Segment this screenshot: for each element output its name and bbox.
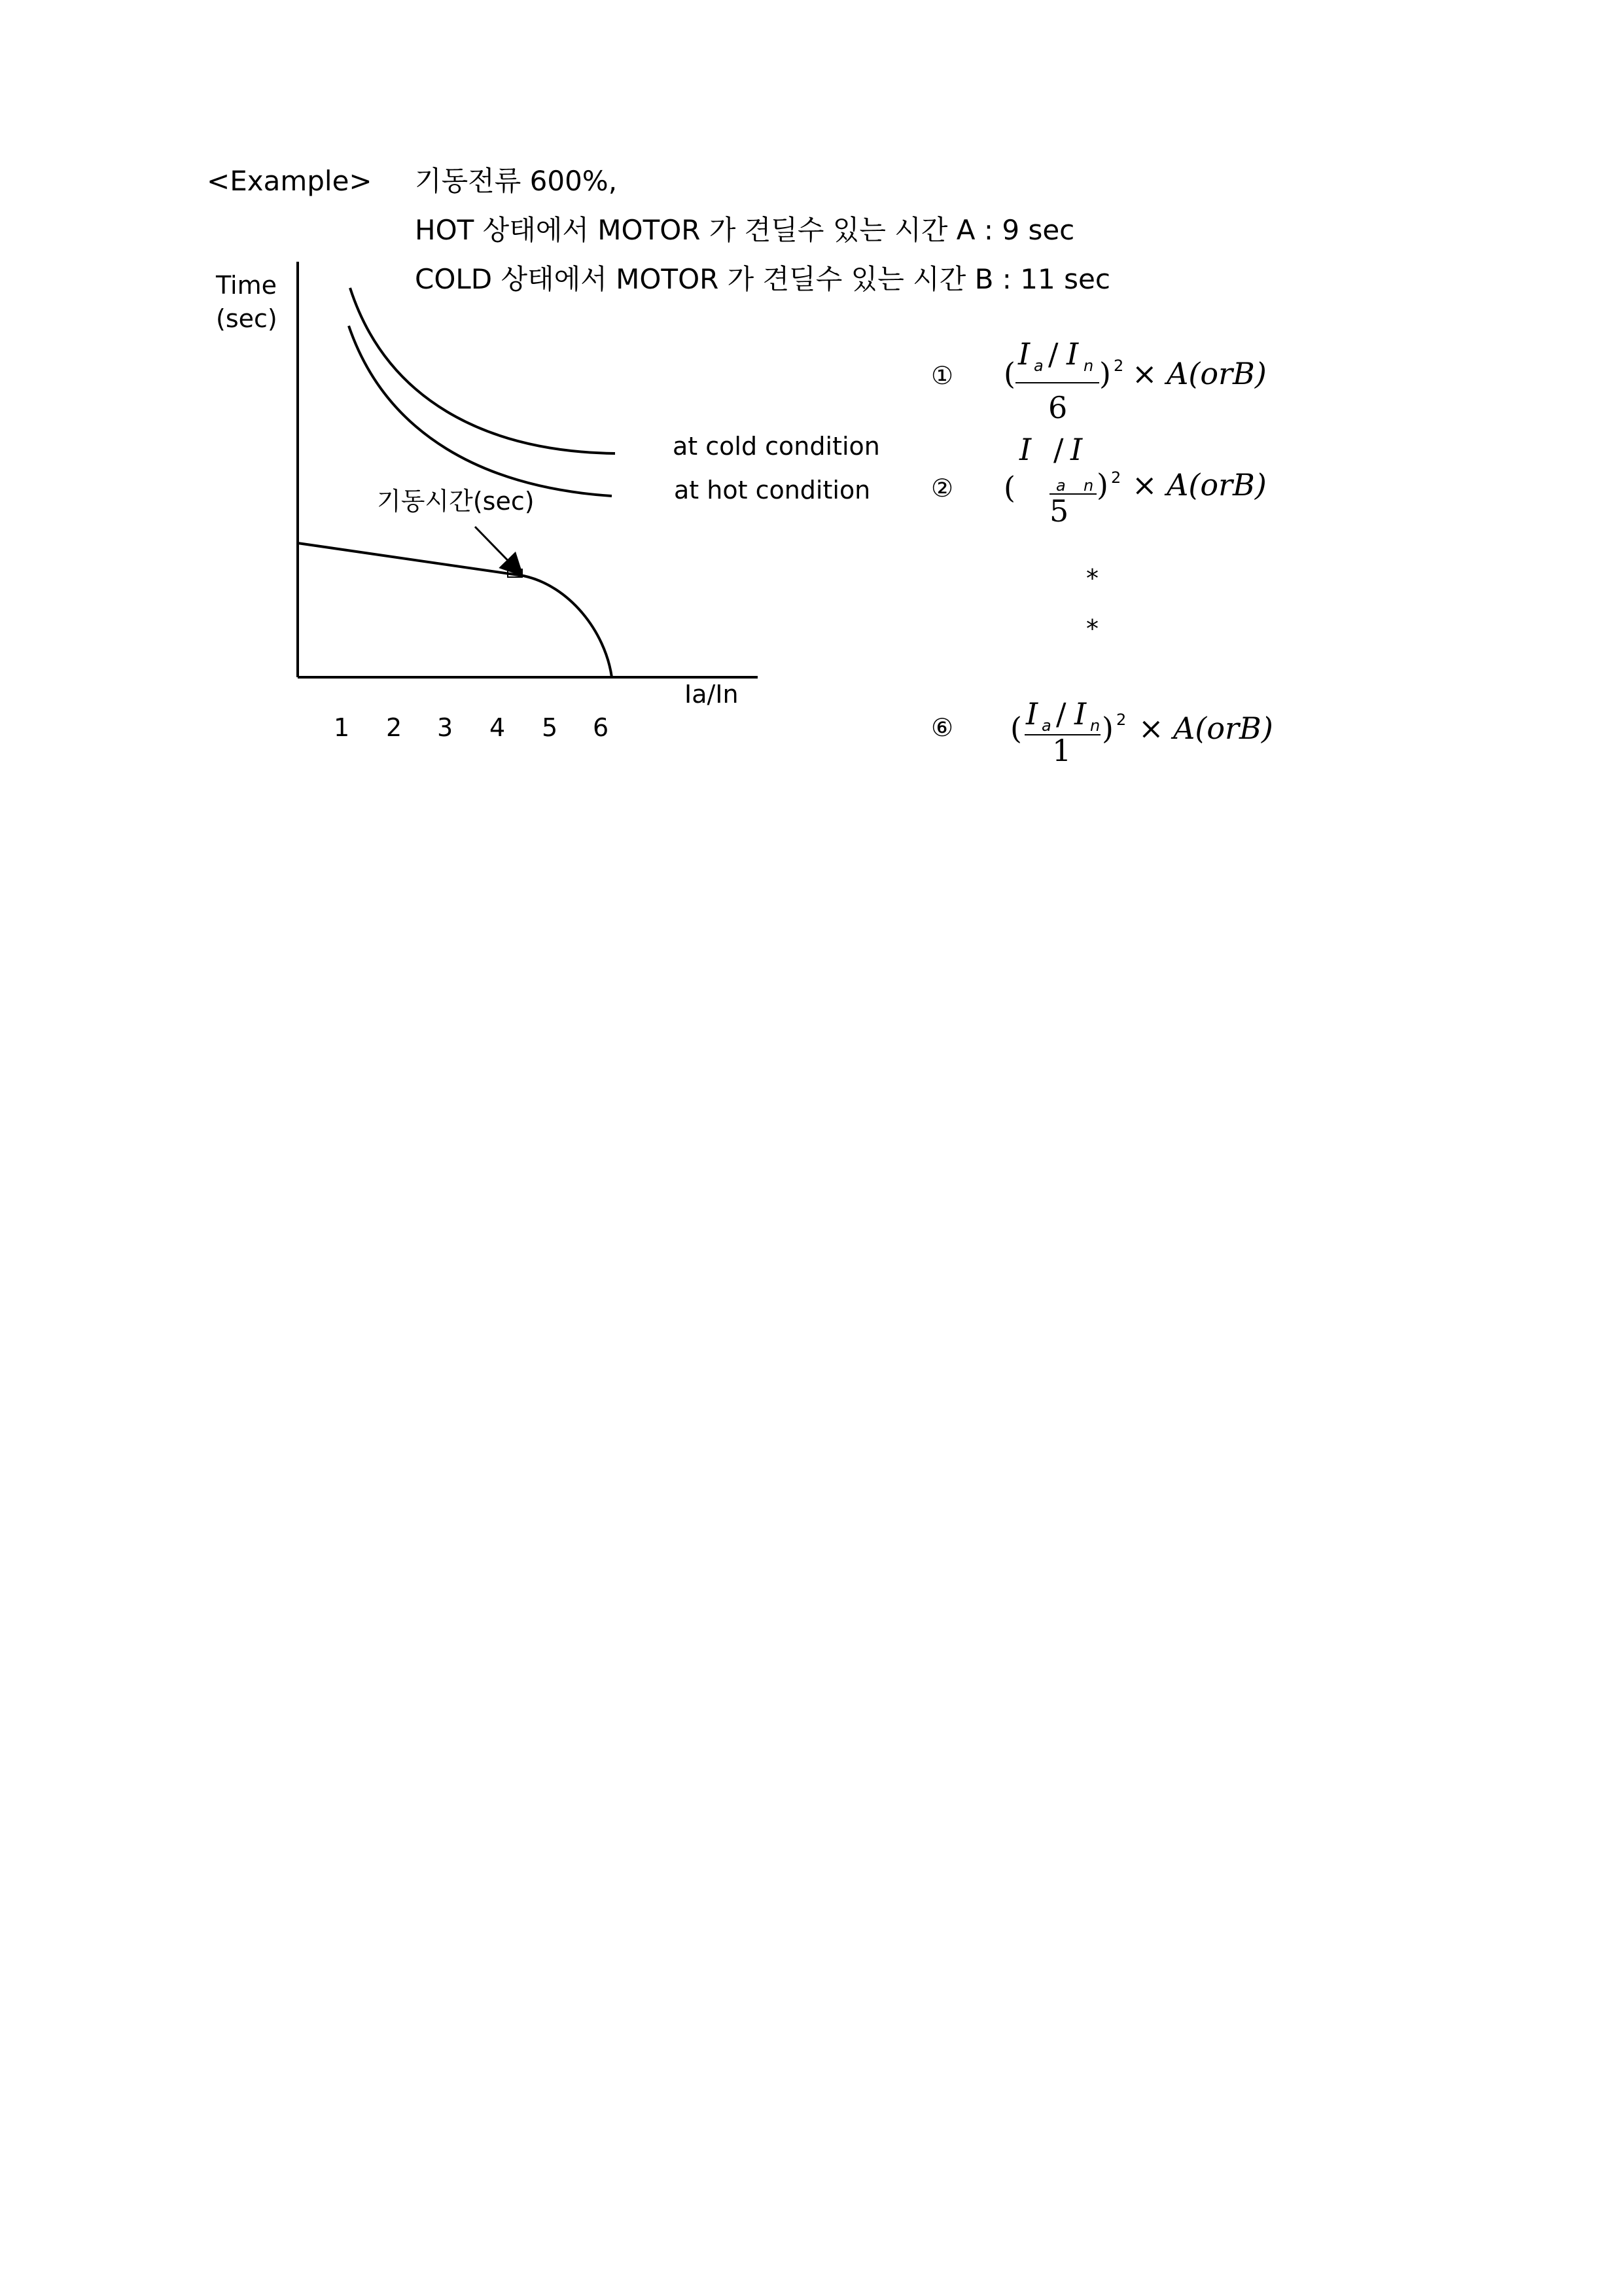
numerator-I: I [1070,432,1083,467]
formula-marker: ⑥ [931,713,954,742]
example-line-hot-time: HOT 상태에서 MOTOR 가 견딜수 있는 시간 A : 9 sec [415,214,1075,246]
close-paren: ) [1102,711,1114,746]
superscript-2: 2 [1111,468,1121,487]
example-label: <Example> [207,165,372,197]
numerator-I: I [1026,696,1038,732]
factor: × A(orB) [1138,711,1273,746]
divisor: 5 [1049,493,1069,529]
numerator-I: I [1074,696,1087,732]
close-paren: ) [1097,467,1108,503]
open-paren: ( [1004,356,1015,391]
formula-marker: ② [931,474,954,503]
example-line-cold-time: COLD 상태에서 MOTOR 가 견딜수 있는 시간 B : 11 sec [415,263,1110,295]
formula-marker: ① [931,361,954,390]
starting-time-label: 기동시간(sec) [377,487,535,516]
superscript-2: 2 [1114,357,1124,375]
x-tick-label: 5 [542,713,558,742]
close-paren: ) [1099,356,1111,391]
example-line-starting-current: 기동전류 600%, [415,165,618,197]
numerator-I: I [1018,336,1031,372]
y-axis-label-unit: (sec) [216,304,277,333]
subscript-a: a [1056,476,1066,495]
divisor: 1 [1052,733,1072,768]
slash: / [1053,432,1064,467]
subscript-a: a [1034,357,1044,375]
subscript-n: n [1084,476,1094,495]
slash: / [1048,336,1059,372]
starting-time-arrow [475,527,521,574]
legend-hot-condition: at hot condition [674,476,871,504]
time-current-chart [0,0,1622,785]
ellipsis-asterisk: * [1086,614,1099,643]
open-paren: ( [1004,470,1015,505]
hot-condition-curve [349,326,612,496]
legend-cold-condition: at cold condition [673,432,880,461]
ellipsis-asterisk: * [1086,564,1099,593]
factor: × A(orB) [1132,467,1267,503]
superscript-2: 2 [1116,711,1127,729]
x-tick-label: 1 [334,713,350,742]
x-tick-label: 4 [489,713,506,742]
cold-condition-curve [350,288,615,453]
subscript-n: n [1090,716,1101,735]
x-tick-label: 2 [386,713,402,742]
factor: × A(orB) [1132,356,1267,391]
subscript-n: n [1084,357,1094,375]
x-tick-label: 3 [437,713,453,742]
fraction-bar [1015,382,1099,383]
divisor: 6 [1048,390,1068,425]
open-paren: ( [1010,711,1022,746]
numerator-I: I [1067,336,1079,372]
y-axis-label-time: Time [216,271,277,300]
x-axis-label: Ia/In [684,680,739,709]
slash: / [1056,696,1067,732]
subscript-a: a [1042,716,1051,735]
x-tick-label: 6 [593,713,609,742]
numerator-I: I [1019,432,1032,467]
starting-time-curve [298,543,612,677]
